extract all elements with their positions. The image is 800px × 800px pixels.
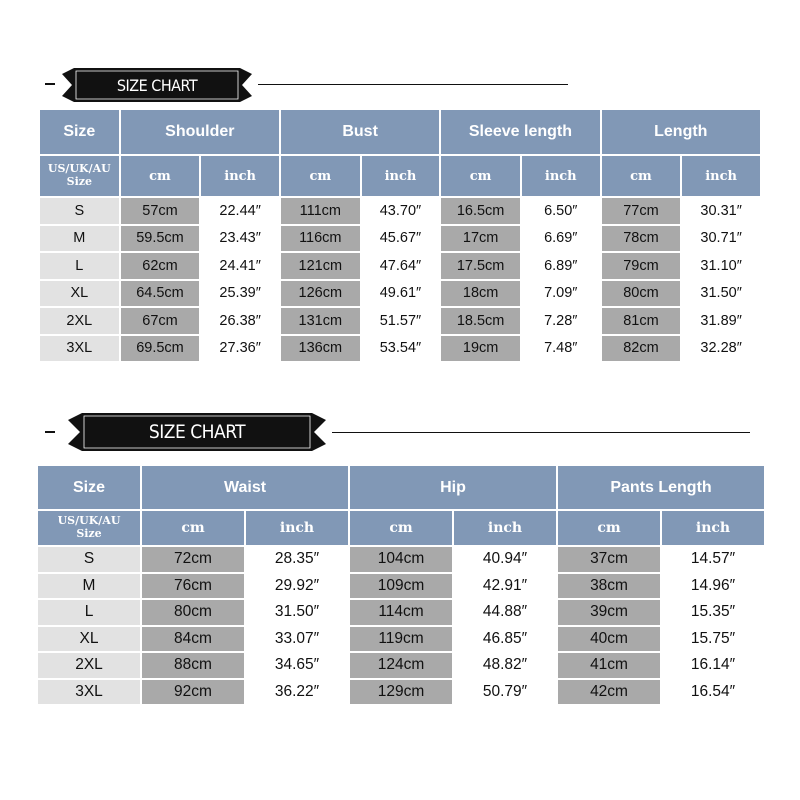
unit-cm-header: cm (558, 511, 660, 545)
inch-value-cell: 6.69″ (522, 226, 600, 252)
inch-value-cell: 29.92″ (246, 574, 348, 599)
size-chart-banner (68, 413, 326, 451)
size-region-label (40, 156, 119, 196)
region-label-line1: US/UK/AU (47, 162, 111, 176)
inch-value-cell: 27.36″ (201, 336, 279, 362)
inch-value-cell: 24.41″ (201, 253, 279, 279)
cm-value-cell: 17cm (441, 226, 520, 252)
waist-header: Waist (142, 466, 348, 509)
region-label-line2: Size (76, 527, 102, 540)
unit-cm-header: cm (121, 156, 200, 196)
cm-value-cell: 119cm (350, 627, 452, 652)
sleeve-length-header: Sleeve length (441, 110, 599, 154)
cm-value-cell: 136cm (281, 336, 360, 362)
table-row (38, 600, 764, 625)
table-row (38, 627, 764, 652)
inch-value-cell: 45.67″ (362, 226, 440, 252)
inch-value-cell: 46.85″ (454, 627, 556, 652)
inch-value-cell: 40.94″ (454, 547, 556, 572)
inch-value-cell: 31.50″ (246, 600, 348, 625)
inch-value-cell: 6.50″ (522, 198, 600, 224)
cm-value-cell: 37cm (558, 547, 660, 572)
banner-title: SIZE CHART (148, 421, 246, 443)
inch-value-cell: 15.35″ (662, 600, 764, 625)
banner-title: SIZE CHART (116, 75, 198, 95)
inch-value-cell: 42.91″ (454, 574, 556, 599)
cm-value-cell: 64.5cm (121, 281, 200, 307)
inch-value-cell: 53.54″ (362, 336, 440, 362)
unit-inch-header: inch (522, 156, 600, 196)
size-cell: L (40, 253, 119, 279)
cm-value-cell: 72cm (142, 547, 244, 572)
inch-value-cell: 25.39″ (201, 281, 279, 307)
cm-value-cell: 17.5cm (441, 253, 520, 279)
cm-value-cell: 19cm (441, 336, 520, 362)
inch-value-cell: 31.50″ (682, 281, 760, 307)
cm-value-cell: 78cm (602, 226, 681, 252)
inch-value-cell: 26.38″ (201, 308, 279, 334)
cm-value-cell: 88cm (142, 653, 244, 678)
cm-value-cell: 69.5cm (121, 336, 200, 362)
inch-value-cell: 16.14″ (662, 653, 764, 678)
inch-value-cell: 7.28″ (522, 308, 600, 334)
inch-value-cell: 14.96″ (662, 574, 764, 599)
cm-value-cell: 129cm (350, 680, 452, 705)
inch-value-cell: 44.88″ (454, 600, 556, 625)
inch-value-cell: 48.82″ (454, 653, 556, 678)
size-chart-banner (62, 68, 252, 102)
inch-value-cell: 31.89″ (682, 308, 760, 334)
hip-header: Hip (350, 466, 556, 509)
inch-value-cell: 30.71″ (682, 226, 760, 252)
cm-value-cell: 16.5cm (441, 198, 520, 224)
pants-length-header: Pants Length (558, 466, 764, 509)
region-label-line1: US/UK/AU (57, 514, 121, 528)
size-cell: S (38, 547, 140, 572)
top-size-table (38, 108, 762, 363)
size-cell: 2XL (38, 653, 140, 678)
table-row (40, 198, 760, 224)
size-cell: XL (40, 281, 119, 307)
table-row (40, 226, 760, 252)
inch-value-cell: 7.09″ (522, 281, 600, 307)
unit-inch-header: inch (454, 511, 556, 545)
length-header: Length (602, 110, 760, 154)
cm-value-cell: 62cm (121, 253, 200, 279)
banner-rule (332, 432, 750, 433)
unit-cm-header: cm (602, 156, 681, 196)
cm-value-cell: 82cm (602, 336, 681, 362)
inch-value-cell: 7.48″ (522, 336, 600, 362)
size-cell: 3XL (38, 680, 140, 705)
inch-value-cell: 50.79″ (454, 680, 556, 705)
inch-value-cell: 43.70″ (362, 198, 440, 224)
banner-dash-left (45, 431, 55, 433)
table-row (40, 336, 760, 362)
cm-value-cell: 76cm (142, 574, 244, 599)
inch-value-cell: 23.43″ (201, 226, 279, 252)
size-cell: XL (38, 627, 140, 652)
cm-value-cell: 57cm (121, 198, 200, 224)
cm-value-cell: 41cm (558, 653, 660, 678)
cm-value-cell: 18cm (441, 281, 520, 307)
cm-value-cell: 80cm (602, 281, 681, 307)
table-row (38, 574, 764, 599)
inch-value-cell: 15.75″ (662, 627, 764, 652)
size-cell: L (38, 600, 140, 625)
cm-value-cell: 38cm (558, 574, 660, 599)
size-cell: 2XL (40, 308, 119, 334)
size-region-label (38, 511, 140, 545)
cm-value-cell: 40cm (558, 627, 660, 652)
table-row (38, 547, 764, 572)
unit-cm-header: cm (142, 511, 244, 545)
inch-value-cell: 30.31″ (682, 198, 760, 224)
cm-value-cell: 104cm (350, 547, 452, 572)
size-column-header: Size (38, 466, 140, 509)
banner-dash-left (45, 83, 55, 85)
unit-inch-header: inch (682, 156, 760, 196)
cm-value-cell: 42cm (558, 680, 660, 705)
inch-value-cell: 51.57″ (362, 308, 440, 334)
cm-value-cell: 79cm (602, 253, 681, 279)
cm-value-cell: 131cm (281, 308, 360, 334)
table-row (40, 253, 760, 279)
inch-value-cell: 49.61″ (362, 281, 440, 307)
inch-value-cell: 32.28″ (682, 336, 760, 362)
cm-value-cell: 92cm (142, 680, 244, 705)
cm-value-cell: 84cm (142, 627, 244, 652)
inch-value-cell: 14.57″ (662, 547, 764, 572)
cm-value-cell: 67cm (121, 308, 200, 334)
table-row (40, 308, 760, 334)
cm-value-cell: 114cm (350, 600, 452, 625)
size-cell: M (40, 226, 119, 252)
table-row (40, 281, 760, 307)
shoulder-header: Shoulder (121, 110, 279, 154)
cm-value-cell: 81cm (602, 308, 681, 334)
inch-value-cell: 36.22″ (246, 680, 348, 705)
cm-value-cell: 109cm (350, 574, 452, 599)
cm-value-cell: 18.5cm (441, 308, 520, 334)
cm-value-cell: 124cm (350, 653, 452, 678)
size-cell: 3XL (40, 336, 119, 362)
inch-value-cell: 34.65″ (246, 653, 348, 678)
inch-value-cell: 6.89″ (522, 253, 600, 279)
unit-cm-header: cm (441, 156, 520, 196)
cm-value-cell: 39cm (558, 600, 660, 625)
bust-header: Bust (281, 110, 439, 154)
size-cell: M (38, 574, 140, 599)
table-row (38, 653, 764, 678)
bottom-size-table (36, 464, 766, 706)
inch-value-cell: 47.64″ (362, 253, 440, 279)
unit-inch-header: inch (362, 156, 440, 196)
unit-cm-header: cm (350, 511, 452, 545)
region-label-line2: Size (66, 175, 93, 188)
cm-value-cell: 121cm (281, 253, 360, 279)
unit-inch-header: inch (246, 511, 348, 545)
cm-value-cell: 77cm (602, 198, 681, 224)
size-cell: S (40, 198, 119, 224)
inch-value-cell: 31.10″ (682, 253, 760, 279)
unit-inch-header: inch (201, 156, 279, 196)
inch-value-cell: 16.54″ (662, 680, 764, 705)
banner-rule (258, 84, 568, 85)
cm-value-cell: 111cm (281, 198, 360, 224)
cm-value-cell: 59.5cm (121, 226, 200, 252)
size-column-header: Size (40, 110, 119, 154)
unit-cm-header: cm (281, 156, 360, 196)
table-row (38, 680, 764, 705)
inch-value-cell: 22.44″ (201, 198, 279, 224)
inch-value-cell: 28.35″ (246, 547, 348, 572)
cm-value-cell: 116cm (281, 226, 360, 252)
cm-value-cell: 80cm (142, 600, 244, 625)
cm-value-cell: 126cm (281, 281, 360, 307)
unit-inch-header: inch (662, 511, 764, 545)
inch-value-cell: 33.07″ (246, 627, 348, 652)
